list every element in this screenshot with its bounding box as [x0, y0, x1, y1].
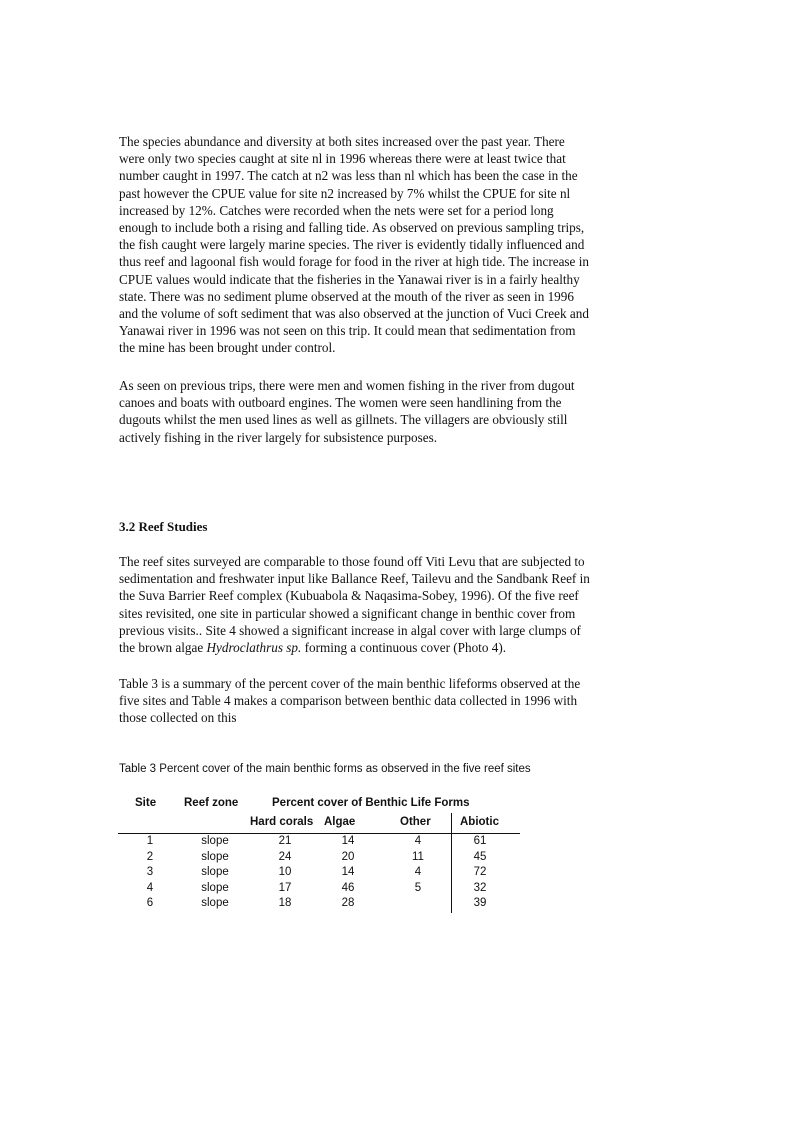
header-reef-zone: Reef zone — [184, 797, 239, 809]
text-line: dugouts whilst the men used lines as well as gillnets. The villagers are obviously still — [119, 412, 568, 428]
cell-reef-zone: slope — [201, 866, 229, 878]
cell-abiotic: 32 — [473, 881, 487, 894]
text-line: Table 3 is a summary of the percent cover of the main benthic lifeforms observed at the — [119, 676, 581, 691]
paragraph-table-summary — [119, 675, 659, 727]
text-line: the mine has been brought under control. — [119, 340, 336, 356]
paragraph-reef-sites — [119, 553, 659, 639]
text-line: and the volume of soft sediment that was also observed at the junction of Vuci Creek and — [119, 306, 589, 322]
cell-site: 4 — [146, 881, 154, 894]
section-heading-reef-studies: 3.2 Reef Studies — [119, 519, 208, 534]
cell-hard-corals: 21 — [278, 835, 292, 847]
text-segment: forming a continuous cover (Photo 4). — [301, 640, 507, 655]
text-line: the Suva Barrier Reef complex (Kubuabola & Naqasima-Sobey, 1996). Of the five reef — [119, 588, 579, 604]
cell-site: 6 — [146, 897, 154, 909]
text-line: The species abundance and diversity at both sites increased over the past year. There — [119, 134, 565, 149]
text-line: state. There was no sediment plume observed at the mouth of the river as seen in 1996 — [119, 288, 574, 304]
cell-site: 3 — [146, 866, 154, 878]
cell-reef-zone: slope — [201, 850, 229, 863]
table-divider — [451, 813, 452, 913]
cell-algae: 14 — [341, 835, 355, 847]
cell-algae: 28 — [341, 897, 355, 909]
cell-abiotic: 45 — [473, 850, 487, 863]
cell-other: 11 — [412, 850, 424, 863]
cell-hard-corals: 18 — [278, 897, 292, 909]
cell-site: 2 — [146, 850, 154, 863]
cell-abiotic: 39 — [473, 897, 487, 909]
text-line: were only two species caught at site nl in 1996 whereas there were at least twice that — [119, 151, 566, 167]
text-line: enough to include both a rising and falling tide. As observed on previous sampling trips, — [119, 220, 585, 236]
cell-reef-zone: slope — [201, 897, 229, 909]
text-line: canoes and boats with outboard engines. The women were seen handlining from the — [119, 395, 562, 411]
paragraph-fishing-activity — [119, 377, 659, 446]
cell-other: 4 — [414, 835, 422, 847]
cell-site: 1 — [146, 835, 154, 847]
paragraph-reef-sites-last-line — [119, 639, 659, 656]
cell-algae: 14 — [341, 866, 355, 878]
table-rule — [118, 833, 520, 834]
header-other: Other — [400, 816, 431, 828]
cell-other: 5 — [414, 881, 422, 894]
text-line: The reef sites surveyed are comparable to those found off Viti Levu that are subjected to — [119, 554, 585, 569]
header-hard-corals: Hard corals — [250, 816, 314, 828]
cell-hard-corals: 24 — [278, 850, 292, 863]
cell-algae: 46 — [341, 881, 355, 894]
text-line: Yanawai river in 1996 was not seen on this trip. It could mean that sedimentation from — [119, 323, 576, 339]
cell-abiotic: 72 — [473, 866, 487, 878]
species-name-italic: Hydroclathrus sp. — [206, 640, 302, 655]
header-algae: Algae — [324, 816, 356, 828]
cell-other: 4 — [414, 866, 422, 878]
header-site: Site — [135, 797, 157, 809]
text-line: past however the CPUE value for site n2 increased by 7% whilst the CPUE for site nl — [119, 185, 571, 201]
header-abiotic: Abiotic — [460, 816, 499, 828]
header-benthic-group: Percent cover of Benthic Life Forms — [272, 797, 470, 809]
text-line: number caught in 1997. The catch at n2 was less than nl which has been the case in the — [119, 168, 578, 184]
text-line: increased by 12%. Catches were recorded when the nets were set for a period long — [119, 202, 554, 218]
text-line: sedimentation and freshwater input like Ballance Reef, Tailevu and the Sandbank Reef in — [119, 571, 590, 587]
cell-algae: 20 — [341, 850, 355, 863]
text-line: previous visits.. Site 4 showed a significant increase in algal cover with large clumps of — [119, 622, 581, 638]
text-line: sites revisited, one site in particular showed a significant change in benthic cover from — [119, 605, 576, 621]
cell-hard-corals: 10 — [278, 866, 292, 878]
text-line: CPUE values would indicate that the fisheries in the Yanawai river is in a fairly healthy — [119, 271, 580, 287]
text-line: the fish caught were largely marine species. The river is evidently tidally influenced and — [119, 237, 585, 253]
paragraph-fish-survey — [119, 133, 659, 357]
table-caption: Table 3 Percent cover of the main benthic forms as observed in the five reef sites — [119, 763, 531, 775]
text-line: thus reef and lagoonal fish would forage for food in the river at high tide. The increase in — [119, 254, 589, 270]
text-line: five sites and Table 4 makes a comparison between benthic data collected in 1996 with — [119, 693, 578, 709]
text-segment: the brown algae — [119, 640, 207, 655]
cell-abiotic: 61 — [473, 835, 487, 847]
text-line: As seen on previous trips, there were men and women fishing in the river from dugout — [119, 378, 575, 393]
cell-reef-zone: slope — [201, 881, 229, 894]
text-line: actively fishing in the river largely for subsistence purposes. — [119, 429, 438, 445]
cell-hard-corals: 17 — [278, 881, 292, 894]
cell-reef-zone: slope — [201, 835, 229, 847]
text-line: those collected on this — [119, 710, 237, 726]
